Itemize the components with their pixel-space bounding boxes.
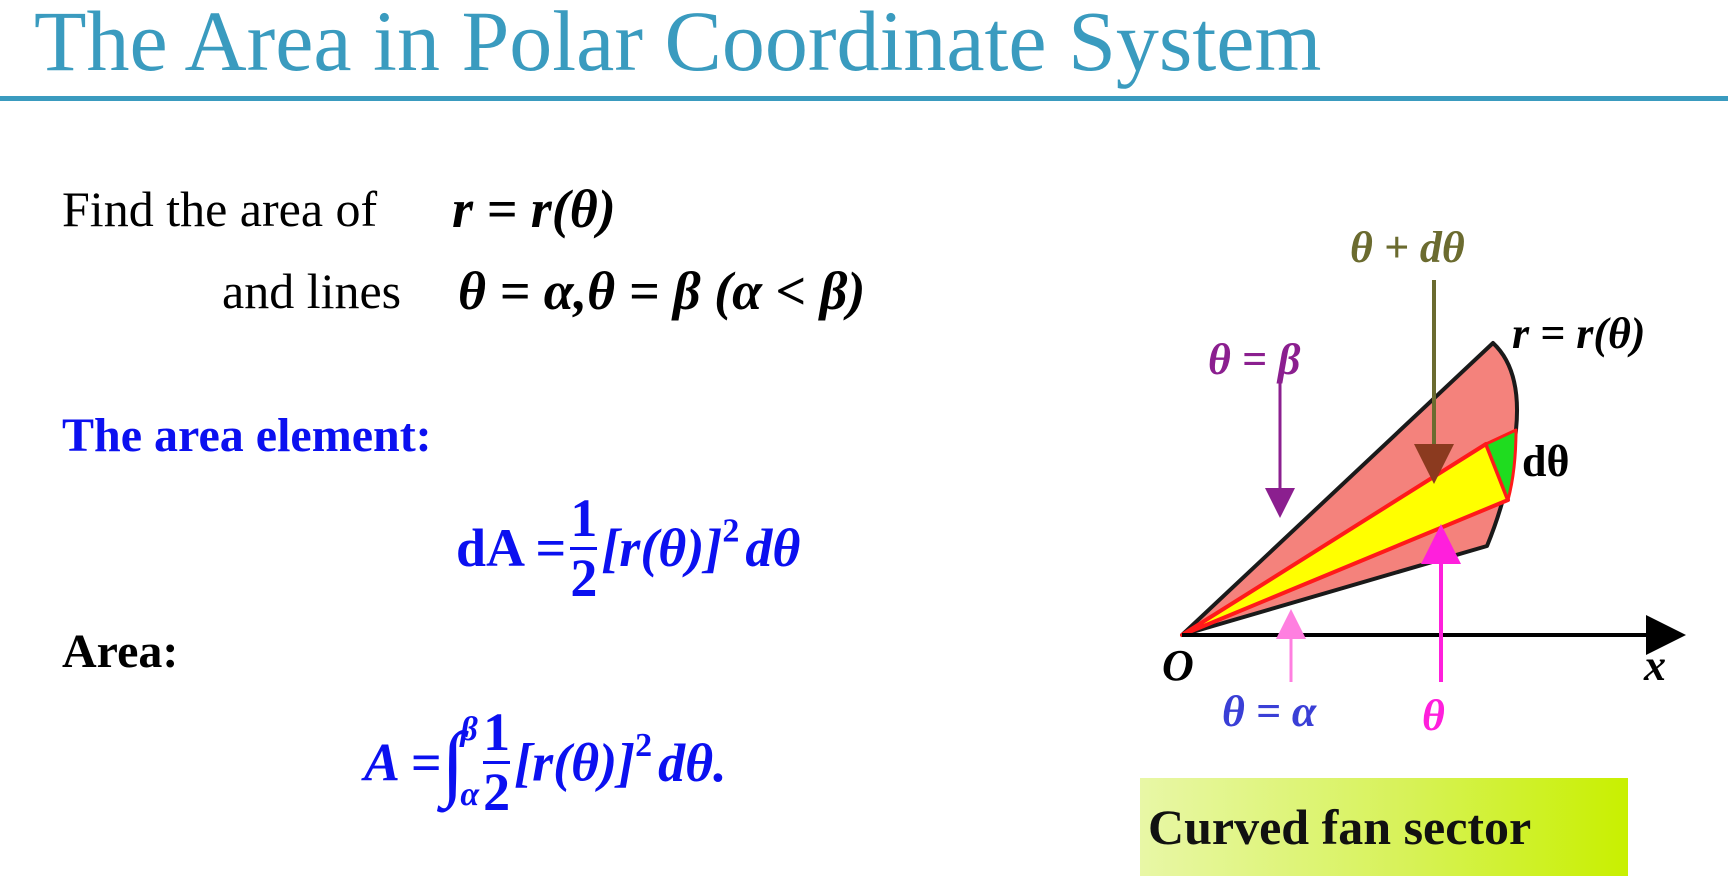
curve-equation: r = r(θ) xyxy=(452,179,616,239)
lines-equation: θ = α,θ = β (α < β) xyxy=(458,261,866,321)
area-numerator: 1 xyxy=(483,702,511,763)
label-theta: θ xyxy=(1422,691,1445,740)
element-denominator: 2 xyxy=(570,547,598,608)
area-heading: Area: xyxy=(62,625,179,678)
lines-prefix: and lines xyxy=(222,263,402,319)
element-power: 2 xyxy=(722,512,740,550)
label-theta-alpha: θ = α xyxy=(1222,687,1317,736)
area-rhs: [r(θ)] xyxy=(514,732,636,793)
badge-text: Curved fan sector xyxy=(1148,799,1532,855)
label-theta-beta: θ = β xyxy=(1208,335,1301,384)
area-element-heading: The area element: xyxy=(62,409,432,462)
area-denominator: 2 xyxy=(483,762,511,823)
find-prefix: Find the area of xyxy=(62,181,378,237)
element-numerator: 1 xyxy=(570,488,598,548)
page-title: The Area in Polar Coordinate System xyxy=(34,0,1322,89)
area-lhs: A = xyxy=(364,732,442,793)
element-lhs: dA = xyxy=(456,518,567,579)
element-diff: dθ xyxy=(745,518,801,579)
label-curve: r = r(θ) xyxy=(1512,309,1646,358)
upper-limit: β xyxy=(460,711,478,748)
label-theta-plus-dtheta: θ + dθ xyxy=(1350,223,1465,272)
element-rhs: [r(θ)] xyxy=(601,518,723,579)
label-dtheta xyxy=(1522,436,1569,487)
label-dtheta-text: dθ xyxy=(1522,437,1570,486)
label-origin: O xyxy=(1162,641,1194,690)
area-diff: dθ. xyxy=(658,732,727,793)
lower-limit: α xyxy=(460,775,480,813)
label-x-axis: x xyxy=(1644,641,1666,690)
integral-sign: ∫ xyxy=(441,716,465,810)
area-power: 2 xyxy=(635,726,653,764)
